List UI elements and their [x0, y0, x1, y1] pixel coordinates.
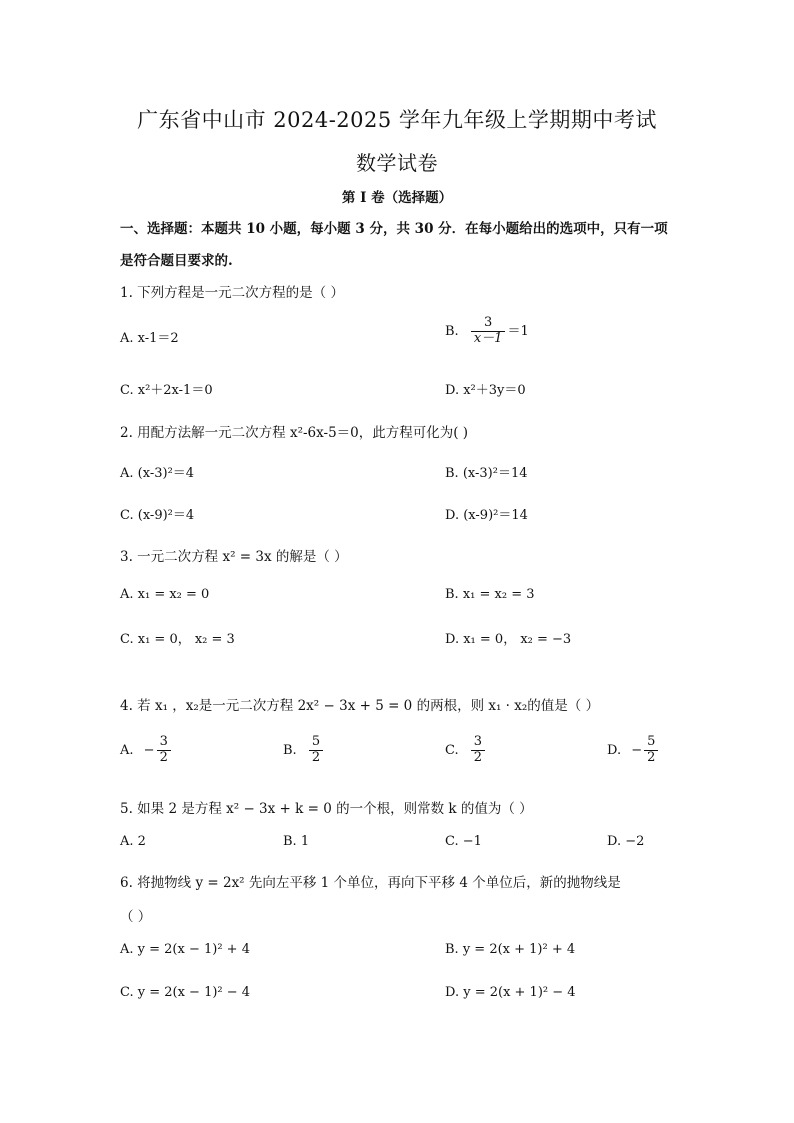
q2-option-a[interactable]: A. (x-3)²＝4	[120, 466, 195, 481]
instructions-line-1: 一、选择题：本题共 10 小题，每小题 3 分，共 30 分．在每小题给出的选项中，只有一项	[120, 221, 668, 237]
q5-option-d[interactable]: D. −2	[607, 834, 645, 849]
section-heading: 第 I 卷（选择题）	[341, 190, 453, 206]
q1-option-b-label: B.	[445, 323, 459, 339]
q4-c-denominator: 2	[473, 749, 483, 765]
q2-option-b[interactable]: B. (x-3)²＝14	[445, 466, 528, 481]
q3-option-b[interactable]: B. x₁ = x₂ = 3	[445, 587, 535, 602]
q3-option-d[interactable]: D. x₁ = 0， x₂ = −3	[445, 632, 572, 647]
question-5-stem: 5. 如果 2 是方程 x² − 3x + k = 0 的一个根，则常数 k 的值为（ ）	[120, 801, 533, 817]
q5-option-a[interactable]: A. 2	[120, 834, 146, 849]
q5-option-b[interactable]: B. 1	[283, 834, 310, 849]
q4-b-numerator: 5	[309, 735, 323, 751]
q4-option-d[interactable]	[607, 735, 660, 766]
q1-option-b[interactable]	[445, 316, 529, 347]
q1-option-d[interactable]: D. x²＋3y＝0	[445, 383, 526, 398]
question-4-stem: 4. 若 x₁ ，x₂是一元二次方程 2x² − 3x + 5 = 0 的两根，则 x₁ · x₂的值是（ ）	[120, 698, 600, 714]
q1-b-numerator: 3	[471, 316, 506, 332]
q6-option-a[interactable]: A. y = 2(x − 1)² + 4	[120, 942, 250, 957]
q1-option-b-tail: ＝1	[507, 323, 529, 339]
q4-option-b[interactable]	[283, 735, 325, 766]
q4-option-c-label: C.	[445, 742, 459, 758]
q2-option-d[interactable]: D. (x-9)²＝14	[445, 508, 528, 523]
q4-d-denominator: 2	[647, 749, 656, 765]
question-3-stem: 3. 一元二次方程 x² = 3x 的解是（ ）	[120, 549, 348, 565]
q1-option-b-fraction	[471, 316, 506, 347]
exam-title: 广东省中山市 2024-2025 学年九年级上学期期中考试	[137, 108, 657, 132]
q4-option-a[interactable]	[120, 735, 173, 766]
q3-option-a[interactable]: A. x₁ = x₂ = 0	[120, 587, 210, 602]
q6-option-b[interactable]: B. y = 2(x + 1)² + 4	[445, 942, 576, 957]
q4-option-b-label: B.	[283, 742, 297, 758]
q1-b-denominator: x－1	[473, 330, 503, 346]
q4-option-b-fraction	[309, 735, 323, 766]
q4-option-c[interactable]	[445, 735, 487, 766]
q4-option-c-fraction	[471, 735, 485, 766]
q4-d-numerator: 5	[644, 735, 658, 751]
q4-option-a-fraction	[157, 735, 171, 766]
q4-option-d-label: D.	[607, 742, 622, 758]
q4-option-d-sign: −	[631, 742, 643, 758]
q4-b-denominator: 2	[311, 749, 321, 765]
instructions-line-2: 是符合题目要求的.	[120, 253, 233, 269]
q6-option-c[interactable]: C. y = 2(x − 1)² − 4	[120, 985, 251, 1000]
question-1-stem: 1. 下列方程是一元二次方程的是（ ）	[120, 285, 344, 301]
q4-a-numerator: 3	[157, 735, 171, 751]
q4-option-a-label: A.	[120, 742, 134, 758]
q2-option-c[interactable]: C. (x-9)²＝4	[120, 508, 195, 523]
question-6-stem: 6. 将抛物线 y = 2x² 先向左平移 1 个单位，再向下平移 4 个单位后，新的抛物线是	[120, 875, 621, 891]
q1-option-a[interactable]: A. x-1＝2	[120, 331, 179, 346]
question-2-stem: 2. 用配方法解一元二次方程 x²-6x-5＝0，此方程可化为( )	[120, 425, 469, 441]
q4-c-numerator: 3	[471, 735, 485, 751]
exam-subtitle: 数学试卷	[356, 151, 438, 175]
q4-a-denominator: 2	[159, 749, 168, 765]
q1-option-c[interactable]: C. x²＋2x-1＝0	[120, 383, 213, 398]
question-6-stem-bracket: （ ）	[120, 909, 152, 925]
q3-option-c[interactable]: C. x₁ = 0， x₂ = 3	[120, 632, 235, 647]
q4-option-d-fraction	[644, 735, 658, 766]
q4-option-a-sign: −	[143, 742, 155, 758]
q6-option-d[interactable]: D. y = 2(x + 1)² − 4	[445, 985, 576, 1000]
q5-option-c[interactable]: C. −1	[445, 834, 482, 849]
